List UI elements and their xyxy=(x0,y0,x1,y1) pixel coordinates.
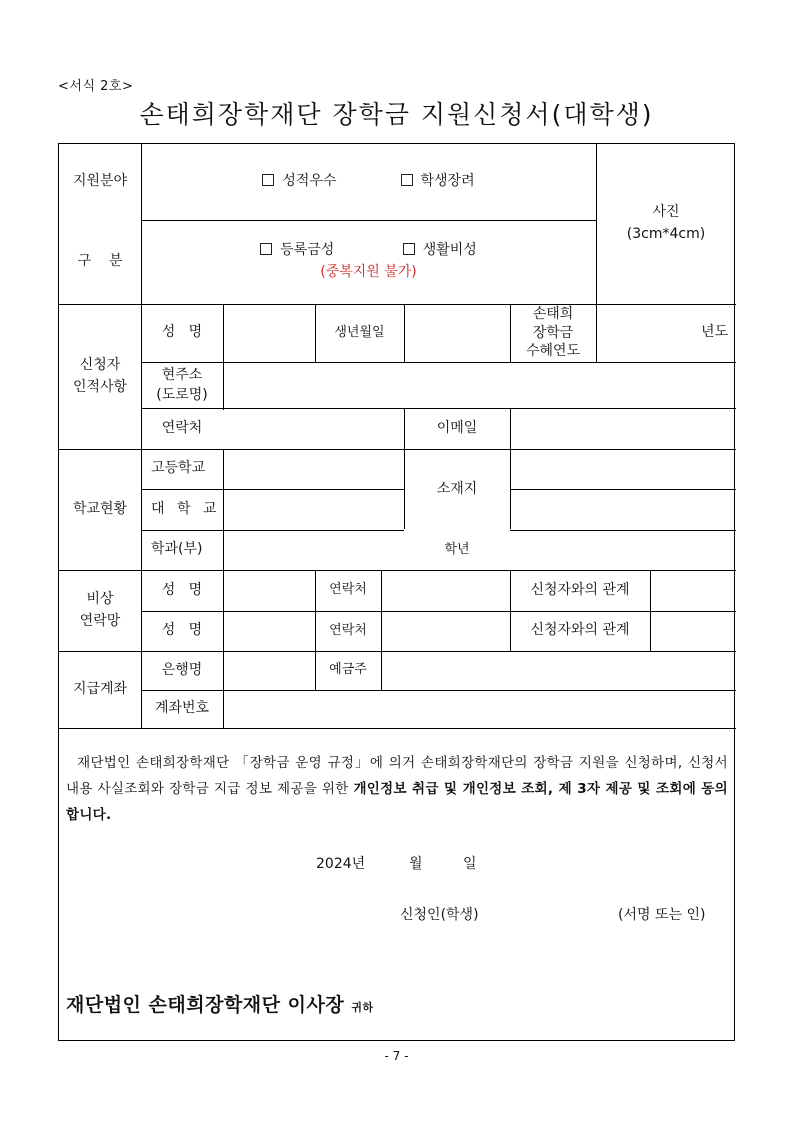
consent-statement: 재단법인 손태희장학재단 「장학금 운영 규정」에 의거 손태희장학재단의 장학금 지원을 신청하며, 신청서 내용 사실조회와 장학금 지급 정보 제공을 위한 개인정보 취급 및 개인정보 조회, 제 3자 제공 및 조회에 동의합니다. xyxy=(66,755,728,823)
benefit-year-field[interactable] xyxy=(596,304,728,362)
high-school-label: 고등학교 xyxy=(151,460,206,477)
option-tuition[interactable]: 등록금성 xyxy=(260,242,334,258)
option-living-expense[interactable]: 생활비성 xyxy=(403,242,477,258)
account-number-label: 계좌번호 xyxy=(154,700,210,717)
applicant-contact-label: 연락처 xyxy=(161,419,203,436)
grade-field[interactable] xyxy=(510,530,736,570)
support-field-label: 지원분야 xyxy=(72,173,128,190)
date-day: 일 xyxy=(463,856,477,872)
photo-label: 사진 xyxy=(652,204,680,221)
emergency-contact-label: 연락처 xyxy=(329,622,367,638)
relation-field[interactable] xyxy=(650,611,736,651)
high-school-field[interactable] xyxy=(223,449,404,489)
option-student-encouragement[interactable]: 학생장려 xyxy=(401,171,475,193)
emergency-name-label: 성 명 xyxy=(161,581,203,598)
signature-field[interactable]: (서명 또는 인) xyxy=(618,907,706,923)
high-school-location-field[interactable] xyxy=(510,449,736,489)
emergency-name-field[interactable] xyxy=(223,570,315,611)
address-label: 현주소 (도로명) xyxy=(156,366,208,403)
address-field[interactable] xyxy=(223,362,736,408)
grade-label: 학년 xyxy=(444,541,470,557)
email-label: 이메일 xyxy=(436,419,478,436)
birth-date-field[interactable] xyxy=(404,304,510,362)
account-number-field[interactable] xyxy=(223,690,736,728)
account-holder-field[interactable] xyxy=(381,651,736,690)
year-unit: 년도 xyxy=(700,324,728,341)
payment-section-label: 지급계좌 xyxy=(72,680,128,697)
emergency-name-label: 성 명 xyxy=(161,622,203,639)
applicant-name-label: 성 명 xyxy=(161,324,203,341)
date-year: 2024년 xyxy=(316,856,366,872)
category-label: 구 분 xyxy=(77,253,123,270)
duplicate-note: (중복지원 불가) xyxy=(320,264,417,280)
emergency-contact-field[interactable] xyxy=(381,611,510,651)
applicant-name-field[interactable] xyxy=(223,304,315,362)
applicant-contact-field[interactable] xyxy=(223,408,404,449)
addressee: 재단법인 손태희장학재단 이사장 귀하 xyxy=(66,994,374,1016)
emergency-contact-field[interactable] xyxy=(381,570,510,611)
relation-label: 신청자와의 관계 xyxy=(530,581,630,598)
photo-box[interactable] xyxy=(596,144,736,304)
emergency-section-label: 비상 연락망 xyxy=(79,590,121,629)
support-field-options xyxy=(141,144,596,220)
school-section-label: 학교현황 xyxy=(72,500,128,517)
checkbox-icon[interactable] xyxy=(403,243,415,255)
bank-name-field[interactable] xyxy=(223,651,315,690)
emergency-contact-label: 연락처 xyxy=(329,582,367,598)
option-academic-excellence[interactable]: 성적우수 xyxy=(262,171,336,193)
benefit-year-label: 손태희 장학금 수혜연도 xyxy=(525,305,581,360)
university-field[interactable] xyxy=(223,489,404,530)
form-number: <서식 2호> xyxy=(58,79,134,94)
department-field[interactable] xyxy=(223,530,404,570)
photo-size: (3cm*4cm) xyxy=(626,226,706,242)
checkbox-icon[interactable] xyxy=(260,243,272,255)
email-field[interactable] xyxy=(510,408,736,449)
date-month: 월 xyxy=(409,856,423,872)
birth-date-label: 생년월일 xyxy=(334,324,385,340)
relation-field[interactable] xyxy=(650,570,736,611)
category-options xyxy=(141,220,596,304)
page-number: - 7 - xyxy=(384,1049,409,1063)
university-location-field[interactable] xyxy=(510,489,736,530)
university-label: 대 학 교 xyxy=(151,500,221,517)
account-holder-label: 예금주 xyxy=(329,662,367,678)
checkbox-icon[interactable] xyxy=(262,174,274,186)
department-label: 학과(부) xyxy=(151,541,203,558)
emergency-name-field[interactable] xyxy=(223,611,315,651)
relation-label: 신청자와의 관계 xyxy=(530,622,630,639)
applicant-section-label: 신청자 인적사항 xyxy=(72,356,128,395)
applicant-signature-label: 신청인(학생) xyxy=(400,907,479,923)
location-label: 소재지 xyxy=(436,480,478,497)
page-title: 손태희장학재단 장학금 지원신청서(대학생) xyxy=(139,100,654,129)
checkbox-icon[interactable] xyxy=(401,174,413,186)
bank-name-label: 은행명 xyxy=(161,661,203,678)
